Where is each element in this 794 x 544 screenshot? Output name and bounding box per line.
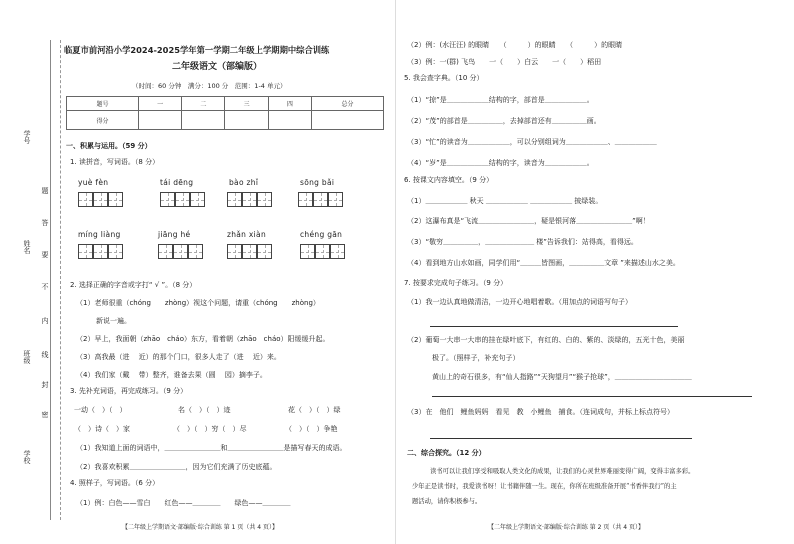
score-header: 三 — [225, 97, 268, 111]
exam-info: （时间：60 分钟 满分：100 分 范围：1-4 单元） — [132, 82, 287, 90]
label-banji: 班级 — [23, 350, 31, 364]
seal-char: 密 — [41, 411, 49, 419]
exam-title: 临夏市前河沿小学2024-2025学年第一学期二年级上学期期中综合训练 — [64, 45, 330, 55]
question-4-3: （3）例：一(群) 飞鸟 一（ ）白云 一（ ）稻田 — [407, 58, 602, 66]
question-2-3: （3）高我最（进 近）的那个门口，很多人走了（进 近）来。 — [76, 353, 281, 361]
pinyin-label: yuè fèn — [78, 178, 109, 187]
writing-grid-cell[interactable] — [108, 192, 123, 207]
pinyin-label: chéng gān — [300, 230, 343, 239]
pinyin-label: jiāng hé — [158, 230, 191, 239]
question-5-2: （2）“茂”的部首是＿＿＿＿＿，去掉部首还有＿＿＿＿＿画。 — [407, 117, 601, 125]
question-5-1: （1）“掠”是＿＿＿＿＿＿结构的字，部首是＿＿＿＿＿＿。 — [407, 96, 594, 104]
writing-grid-cell[interactable] — [227, 244, 242, 259]
seal-line — [60, 40, 61, 520]
score-cell[interactable] — [225, 111, 268, 130]
question-6-2: （2）这瀑布真是“飞流＿＿＿＿＿＿＿＿，疑是银河落＿＿＿＿＿＿＿＿”啊！ — [407, 217, 650, 225]
passage-line: 少年正是读书时，我爱读书呀！让书籍伴随一生。现在，你所在班级准备开展“书香伴我行”的主 — [412, 483, 677, 490]
answer-line[interactable] — [430, 438, 692, 439]
seal-char: 要 — [41, 251, 49, 259]
passage-line: 题活动，请你积极参与。 — [412, 498, 482, 505]
page-footer-1: 【二年级上学期语文·部编版·综合训练 第 1 页（共 4 页）】 — [122, 524, 278, 531]
score-cell[interactable] — [311, 111, 383, 130]
idiom-blank[interactable]: （ ）（ ）穷（ ）尽 — [173, 425, 247, 433]
writing-grid-cell[interactable] — [78, 244, 93, 259]
writing-grid-cell[interactable] — [298, 192, 313, 207]
question-6-3: （3）“敬穷＿＿＿＿＿，＿＿＿＿＿＿＿ 楼”告诉我们：站得高，看得远。 — [407, 238, 638, 246]
question-4: 4. 照样子，写词语。（6 分） — [70, 479, 160, 487]
question-7-2-cont: 极了。（照样子，补充句子） — [432, 354, 520, 362]
score-header: 总分 — [311, 97, 383, 111]
section-heading-1: 一、积累与运用。（59 分） — [66, 142, 152, 150]
writing-grid-cell[interactable] — [93, 244, 108, 259]
question-6-4: （4）看到地方山水如画，同学们用“＿＿＿皆图画，＿＿＿＿＿文章 ”来描述山水之美。 — [407, 259, 680, 267]
question-7: 7. 按要求完成句子练习。（9 分） — [404, 279, 508, 287]
writing-grid-cell[interactable] — [313, 192, 328, 207]
question-5-3: （3）“忙”的读音为＿＿＿＿＿＿，可以分别组词为＿＿＿＿＿＿、＿＿＿＿＿＿ — [407, 138, 657, 146]
label-xingming: 姓名 — [23, 240, 31, 254]
writing-grid-cell[interactable] — [190, 192, 205, 207]
question-4-2: （2）例：(水汪汪) 的眼睛 （ ）的眼睛 （ ）的眼睛 — [407, 41, 623, 49]
question-2-1-cont: 新说一遍。 — [96, 317, 131, 325]
writing-grid-cell[interactable] — [158, 244, 173, 259]
idiom-blank[interactable]: 一动（ ）（ ） — [74, 406, 127, 414]
idiom-blank[interactable]: （ ）诗（ ）家 — [74, 425, 130, 433]
question-7-2-example: 黄山上的奇石很多，有“仙人指路”“天狗望月”“猴子抢球”，＿＿＿＿＿＿＿＿＿＿＿ — [432, 373, 692, 381]
question-5-4: （4）“岁”是＿＿＿＿＿＿结构的字，读音为＿＿＿＿＿＿。 — [407, 159, 594, 167]
writing-grid-cell[interactable] — [78, 192, 93, 207]
question-3-2: （2）我喜欢积累＿＿＿＿＿＿＿＿，因为它们充满了历史底蕴。 — [76, 463, 277, 471]
seal-char: 题 — [41, 187, 49, 195]
question-6: 6. 按课文内容填空。（9 分） — [404, 176, 494, 184]
writing-grid-cell[interactable] — [257, 192, 272, 207]
question-1: 1. 读拼音，写词语。（8 分） — [70, 158, 160, 166]
score-cell[interactable] — [268, 111, 311, 130]
question-3-1: （1）我知道上面的词语中，＿＿＿＿＿＿＿＿和＿＿＿＿＿＿＿＿是描写春天的成语。 — [76, 444, 347, 452]
page-footer-2: 【二年级上学期语文·部编版·综合训练 第 2 页（共 4 页）】 — [488, 524, 644, 531]
question-7-1: （1）我一边认真地做清洁，一边开心地唱着歌。（用加点的词语写句子） — [407, 298, 632, 306]
score-header: 题号 — [67, 97, 139, 111]
answer-line[interactable] — [430, 326, 678, 327]
pinyin-label: bào zhǐ — [229, 178, 259, 187]
writing-grid-cell[interactable] — [108, 244, 123, 259]
label-xuehao: 学号 — [23, 130, 31, 144]
score-cell[interactable] — [139, 111, 182, 130]
question-3: 3. 先补充词语，再完成练习。（9 分） — [70, 387, 188, 395]
seal-char: 封 — [41, 381, 49, 389]
writing-grid-cell[interactable] — [257, 244, 272, 259]
section-heading-2: 二、综合探究。（12 分） — [407, 449, 486, 457]
score-table — [66, 96, 384, 130]
writing-grid-cell[interactable] — [173, 244, 188, 259]
binding-line — [50, 40, 51, 520]
pinyin-label: zhǎn xiàn — [227, 230, 266, 239]
question-2: 2. 选择正确的字音或字打“ √ ”。（8 分） — [70, 281, 197, 289]
label-xuexiao: 学校 — [23, 450, 31, 464]
writing-grid-cell[interactable] — [330, 244, 345, 259]
score-header: 一 — [139, 97, 182, 111]
writing-grid-cell[interactable] — [93, 192, 108, 207]
writing-grid-cell[interactable] — [315, 244, 330, 259]
question-6-1: （1）＿＿＿＿＿＿ 秋天 ＿＿＿＿＿＿ ＿＿＿＿＿＿ 披绿装。 — [407, 197, 603, 205]
idiom-blank[interactable]: 花（ ）（ ）绿 — [288, 406, 341, 414]
pinyin-label: míng liàng — [78, 230, 121, 239]
writing-grid-cell[interactable] — [328, 192, 343, 207]
exam-subtitle: 二年级语文（部编版） — [172, 62, 263, 72]
writing-grid-cell[interactable] — [300, 244, 315, 259]
answer-line[interactable] — [432, 396, 752, 397]
score-cell[interactable] — [182, 111, 225, 130]
seal-char: 答 — [41, 219, 49, 227]
passage-line: 读书可以让我们享受和吸取人类文化的成果，让我们的心灵世界难丽变得广阔，变得丰富多彩。 — [430, 468, 695, 475]
seal-char: 线 — [41, 351, 49, 359]
writing-grid-cell[interactable] — [242, 244, 257, 259]
question-4-1: （1）例：白色——雪白 红色——＿＿＿＿ 绿色——＿＿＿＿ — [76, 499, 291, 507]
writing-grid-cell[interactable] — [242, 192, 257, 207]
page-divider — [395, 0, 396, 544]
score-header: 二 — [182, 97, 225, 111]
question-2-1: （1）老师很重（chóng zhòng）视这个问题，请重（chóng zhòng） — [76, 299, 320, 307]
idiom-blank[interactable]: （ ）（ ）争艳 — [285, 425, 338, 433]
question-7-2: （2）葡萄一大串一大串的挂在绿叶底下，有红的、白的、紫的、淡绿的，五光十色，美丽 — [407, 336, 685, 344]
score-header: 四 — [268, 97, 311, 111]
idiom-blank[interactable]: 名（ ）（ ）迹 — [178, 406, 231, 414]
pinyin-label: tái dēng — [160, 178, 194, 187]
score-row-label: 得分 — [67, 111, 139, 130]
question-2-2: （2）早上，我面朝（zhāo cháo）东方，看着朝（zhāo cháo）阳缓缓升起。 — [76, 335, 330, 343]
seal-char: 内 — [41, 317, 49, 325]
writing-grid-cell[interactable] — [160, 192, 175, 207]
question-2-4: （4）我们家（戴 带）整齐，谁备去果（圆 园）摘李子。 — [76, 371, 267, 379]
seal-char: 不 — [41, 283, 49, 291]
writing-grid-cell[interactable] — [227, 192, 242, 207]
question-5: 5. 我会查字典。（10 分） — [404, 74, 484, 82]
writing-grid-cell[interactable] — [188, 244, 203, 259]
question-7-3: （3）在 他们 鲤鱼妈妈 看见 教 小鲤鱼 捕食。（连词成句，并标上标点符号） — [407, 408, 674, 416]
pinyin-label: sōng bǎi — [300, 178, 335, 187]
writing-grid-cell[interactable] — [175, 192, 190, 207]
